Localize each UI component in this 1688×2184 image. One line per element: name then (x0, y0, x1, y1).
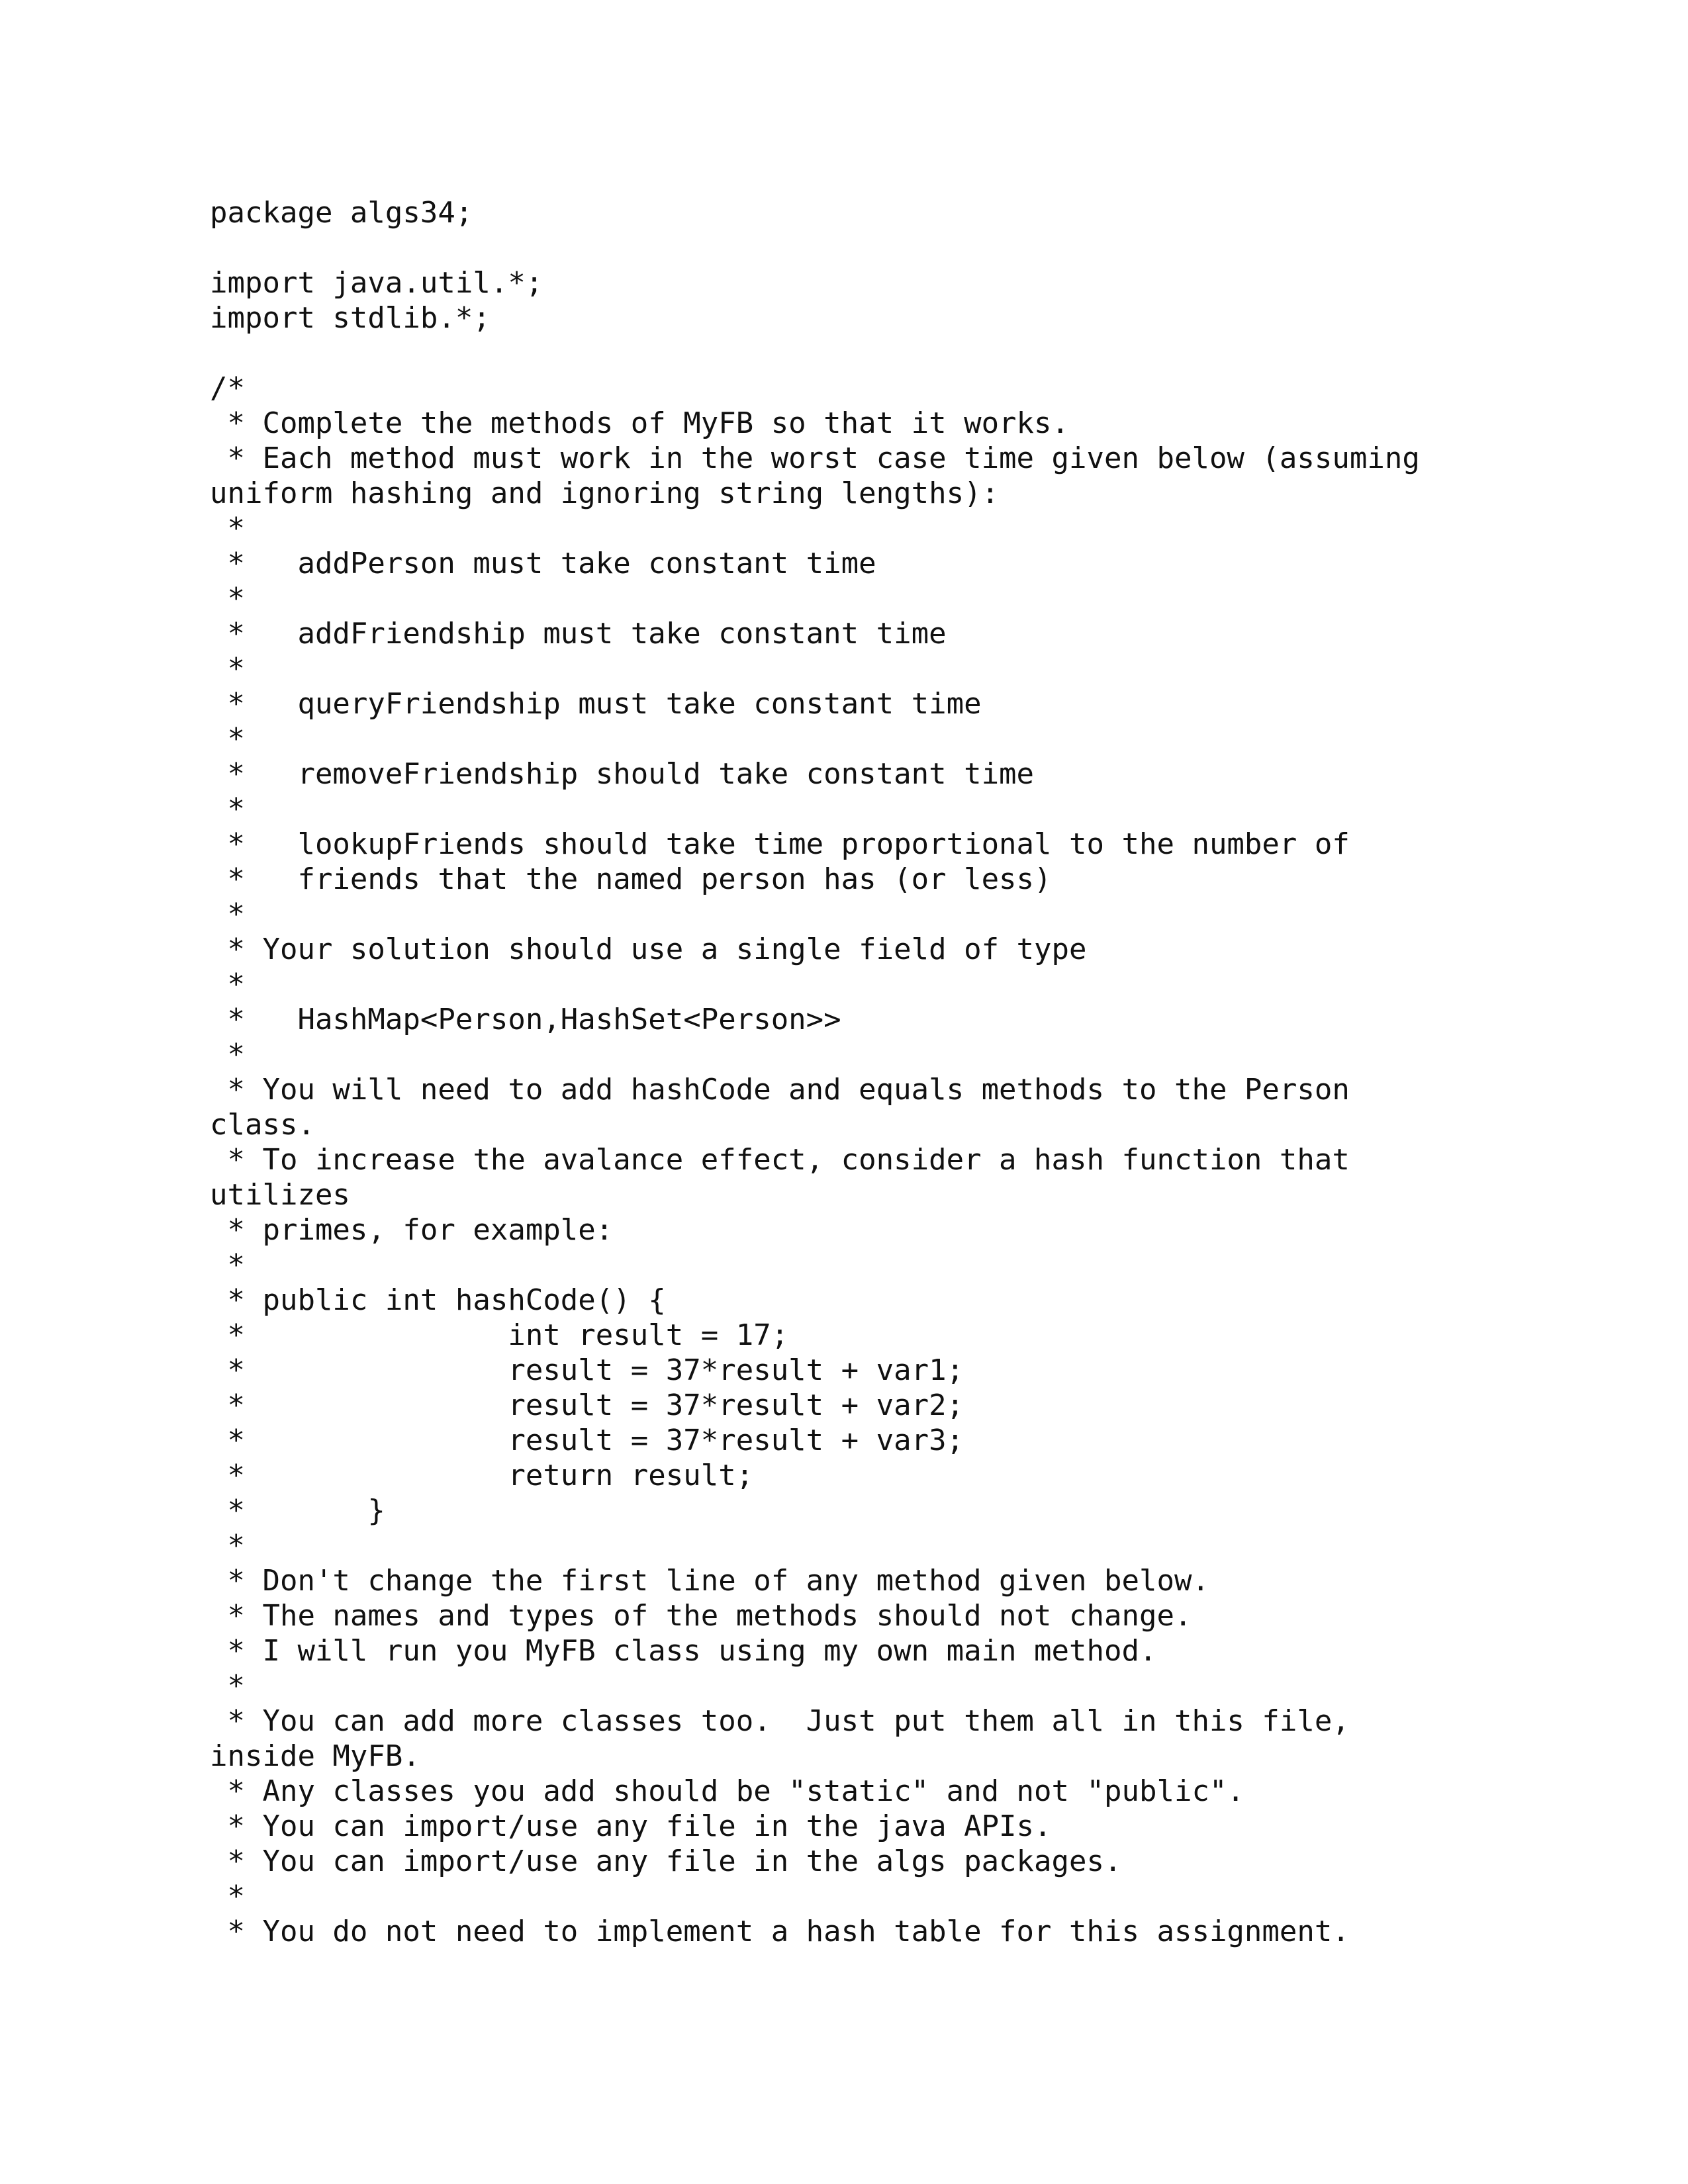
code-line: * (210, 722, 245, 756)
code-line: * HashMap<Person,HashSet<Person>> (210, 1003, 841, 1036)
code-line: * Any classes you add should be "static" and not "public". (210, 1774, 1244, 1808)
code-line: * Your solution should use a single field of type (210, 933, 1087, 966)
code-line: utilizes (210, 1178, 350, 1212)
code-line: * (210, 1038, 245, 1071)
code-line: * result = 37*result + var2; (210, 1388, 964, 1422)
code-line: * Complete the methods of MyFB so that it works. (210, 406, 1070, 440)
code-line: * } (210, 1494, 385, 1527)
code-line: * return result; (210, 1459, 754, 1492)
code-line: * queryFriendship must take constant time (210, 687, 982, 721)
code-line: * lookupFriends should take time proportional to the number of (210, 827, 1350, 861)
code-line: * The names and types of the methods should not change. (210, 1599, 1192, 1633)
code-line: * (210, 582, 245, 615)
code-listing (210, 195, 1534, 1949)
code-line: * (210, 792, 245, 826)
code-line: * (210, 512, 245, 545)
code-line: /* (210, 371, 245, 405)
code-line: * You do not need to implement a hash table for this assignment. (210, 1915, 1350, 1948)
code-line: * You will need to add hashCode and equals methods to the Person (210, 1073, 1350, 1107)
code-line: * To increase the avalance effect, consider a hash function that (210, 1143, 1350, 1177)
code-line: * result = 37*result + var3; (210, 1424, 964, 1457)
code-line: * I will run you MyFB class using my own main method. (210, 1634, 1157, 1668)
code-line: * result = 37*result + var1; (210, 1353, 964, 1387)
code-line: * friends that the named person has (or less) (210, 862, 1052, 896)
code-line: * (210, 897, 245, 931)
code-line: * (210, 1669, 245, 1703)
code-line: * (210, 652, 245, 686)
code-line: class. (210, 1108, 315, 1142)
code-line: * (210, 968, 245, 1001)
code-line: * primes, for example: (210, 1213, 614, 1247)
code-line: import java.util.*; (210, 266, 543, 300)
code-line: * Each method must work in the worst case time given below (assuming (210, 441, 1420, 475)
code-line: * addPerson must take constant time (210, 547, 876, 580)
code-line: * You can import/use any file in the java APIs. (210, 1809, 1052, 1843)
code-line: inside MyFB. (210, 1739, 420, 1773)
code-line: * Don't change the first line of any method given below. (210, 1564, 1209, 1598)
code-line: * (210, 1248, 245, 1282)
code-line: * (210, 1880, 245, 1913)
code-line: uniform hashing and ignoring string lengths): (210, 477, 1000, 510)
code-line: * addFriendship must take constant time (210, 617, 947, 651)
code-line: package algs34; (210, 196, 473, 230)
code-line (210, 336, 1534, 371)
code-line: * You can import/use any file in the algs packages. (210, 1844, 1122, 1878)
code-line: import stdlib.*; (210, 301, 491, 335)
code-line: * (210, 1529, 245, 1563)
code-line (210, 230, 1534, 265)
code-line: * You can add more classes too. Just put them all in this file, (210, 1704, 1350, 1738)
code-line: * int result = 17; (210, 1318, 789, 1352)
code-line: * public int hashCode() { (210, 1283, 666, 1317)
code-line: * removeFriendship should take constant time (210, 757, 1035, 791)
